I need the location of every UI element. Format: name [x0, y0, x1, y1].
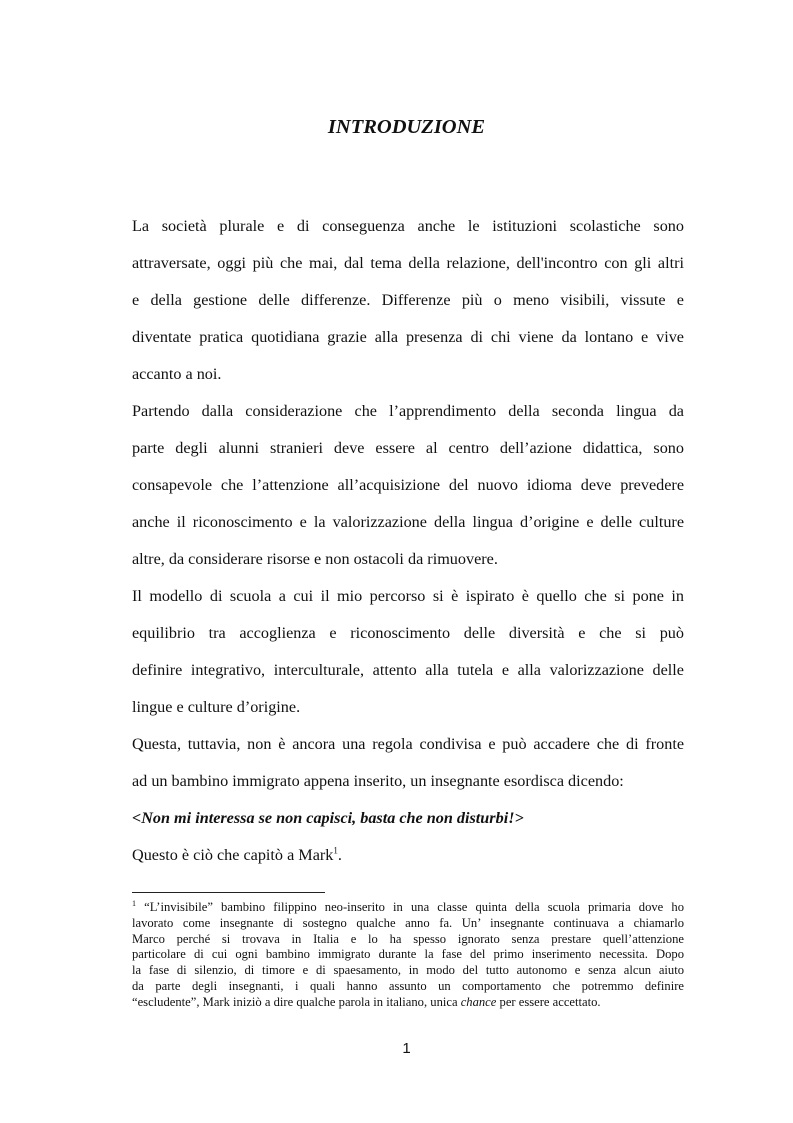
footnote-line [132, 900, 684, 916]
paragraph-1 [132, 208, 684, 393]
text-line: attraversate, oggi più che mai, dal tema della relazione, dell'incontro con gli altri [132, 254, 684, 272]
text-line: altre, da considerare risorse e non ostacoli da rimuovere. [132, 550, 498, 568]
text-line: anche il riconoscimento e la valorizzazione della lingua d’origine e delle culture [132, 513, 684, 531]
paragraph-2 [132, 393, 684, 578]
text-line: consapevole che l’attenzione all’acquisizione del nuovo idioma deve prevedere [132, 476, 684, 494]
footnote-italic-word: chance [460, 994, 497, 1009]
footnote-line: particolare di cui ogni bambino immigrato durante la fase del primo inserimento necessita. Dopo [132, 947, 684, 962]
footnote-text: per essere accettato. [496, 994, 601, 1009]
text-line: accanto a noi. [132, 365, 222, 383]
closing-text: Questo è ciò che capitò a Mark [132, 846, 334, 864]
footnote-line: la fase di silenzio, di timore e di spaesamento, in modo del tutto autonomo e senza alcun aiuto [132, 963, 684, 978]
page-number: 1 [402, 1040, 411, 1057]
footnote-line: lavorato come insegnante di sostegno qualche anno fa. Un’ insegnante continuava a chiamarlo [132, 915, 684, 930]
footnote-reference[interactable]: 1 [333, 845, 338, 856]
text-line: diventate pratica quotidiana grazie alla presenza di chi viene da lontano e vive [132, 328, 684, 346]
paragraph-4 [132, 726, 684, 800]
text-line: Il modello di scuola a cui il mio percorso si è ispirato è quello che si pone in [132, 587, 684, 605]
text-line: lingue e culture d’origine. [132, 698, 301, 716]
text-line: parte degli alunni stranieri deve essere al centro dell’azione didattica, sono [132, 439, 684, 457]
footnote [132, 900, 684, 1011]
footnote-text: “L’invisibile” bambino filippino neo-inserito in una classe quinta della scuola primaria dove ho [144, 900, 684, 914]
footnote-number: 1 [132, 898, 136, 908]
paragraph-3 [132, 578, 684, 726]
text-line: Questa, tuttavia, non è ancora una regola condivisa e può accadere che di fronte [132, 735, 684, 753]
text-line: equilibrio tra accoglienza e riconoscimento delle diversità e che si può [132, 624, 684, 642]
text-line: La società plurale e di conseguenza anche le istituzioni scolastiche sono [132, 217, 684, 235]
text-line: ad un bambino immigrato appena inserito, un insegnante esordisca dicendo: [132, 772, 624, 790]
page-title: INTRODUZIONE [327, 116, 486, 138]
closing-period: . [337, 846, 342, 864]
footnote-text: “escludente”, Mark iniziò a dire qualche parola in italiano, unica [132, 994, 461, 1009]
body-text [132, 208, 684, 874]
text-line: Partendo dalla considerazione che l’apprendimento della seconda lingua da [132, 402, 684, 420]
quote-text: <Non mi interessa se non capisci, basta che non disturbi!> [132, 809, 524, 827]
text-line: e della gestione delle differenze. Differenze più o meno visibili, vissute e [132, 291, 684, 309]
footnote-line: da parte degli insegnanti, i quali hanno assunto un comportamento che potremmo definire [132, 978, 684, 993]
closing-line [132, 837, 684, 874]
text-line: definire integrativo, interculturale, attento alla tutela e alla valorizzazione delle [132, 661, 684, 679]
footnote-line: Marco perché si trovava in Italia e lo ha spesso ignorato senza prestare quell’attenzione [132, 931, 684, 946]
footnote-line [132, 995, 684, 1011]
footnote-separator [132, 892, 325, 893]
quote-paragraph [132, 800, 684, 837]
closing-paragraph [132, 837, 684, 874]
